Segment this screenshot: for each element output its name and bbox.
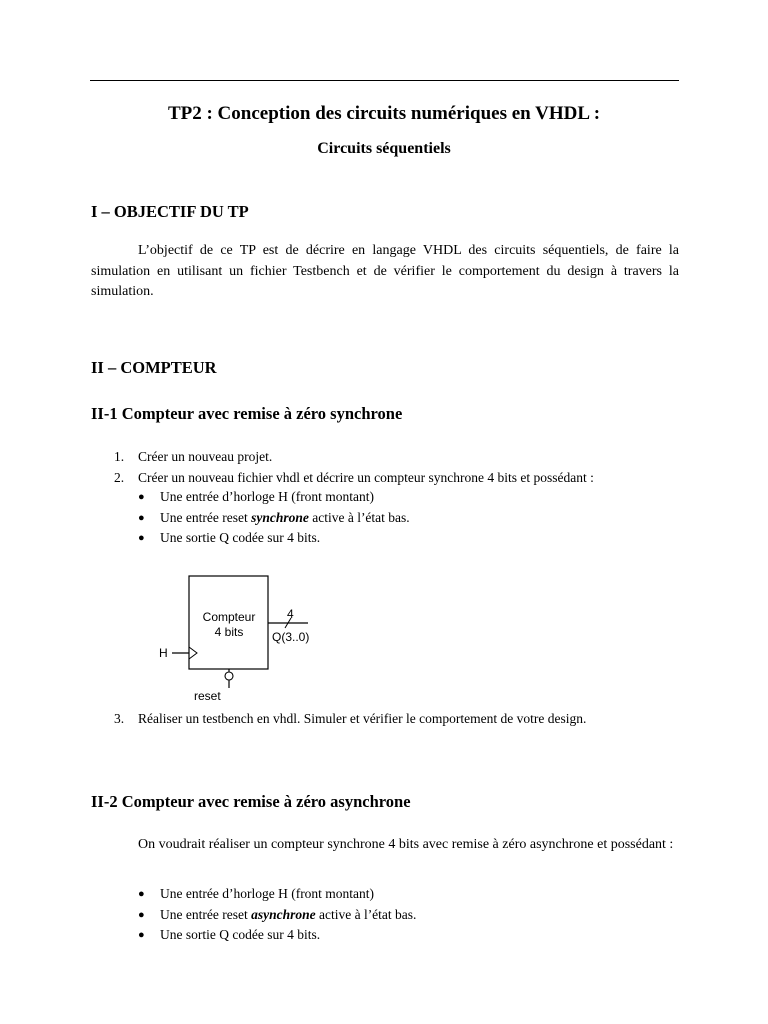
bus-width-label: 4 xyxy=(287,607,294,621)
block-label-line2: 4 bits xyxy=(214,625,244,639)
header-rule xyxy=(90,80,679,81)
steps-list-1-2 xyxy=(114,447,594,488)
block-label-line1: Compteur xyxy=(202,610,256,624)
objectif-text: L’objectif de ce TP est de décrire en langage VHDL des circuits séquentiels, de faire la simulation en utilisant un fichier Testbench et de vérifier le comportement du design à travers la simulation. xyxy=(91,243,679,299)
reset-label: reset xyxy=(194,689,221,703)
page-subtitle: Circuits séquentiels xyxy=(317,140,451,157)
list-item: ● Une entrée d’horloge H (front montant) xyxy=(138,487,410,508)
bullet-icon: ● xyxy=(138,929,145,941)
bullet-icon: ● xyxy=(138,908,145,921)
list-item: ● Une sortie Q codée sur 4 bits. xyxy=(138,528,410,549)
counter-block-diagram xyxy=(150,570,350,705)
list-item: 3. Réaliser un testbench en vhdl. Simuler et vérifier le comportement de votre design. xyxy=(114,711,587,726)
emphasis-synchrone: synchrone xyxy=(251,509,309,525)
async-text: On voudrait réaliser un compteur synchrone 4 bits avec remise à zéro asynchrone et possédant : xyxy=(138,837,674,852)
list-item: ● Une entrée d’horloge H (front montant) xyxy=(138,884,416,905)
objectif-paragraph xyxy=(91,241,679,303)
bullet-icon: ● xyxy=(138,511,145,524)
emphasis-asynchrone: asynchrone xyxy=(251,906,316,922)
steps-list-3 xyxy=(114,709,586,730)
subsection-heading-sync: II-1 Compteur avec remise à zéro synchrone xyxy=(91,404,403,423)
list-item: 2. Créer un nouveau fichier vhdl et décrire un compteur synchrone 4 bits et possédant : xyxy=(114,469,594,485)
list-item: 1. Créer un nouveau projet. xyxy=(114,449,273,464)
bullet-icon: ● xyxy=(138,491,145,503)
page-title: TP2 : Conception des circuits numériques en VHDL : xyxy=(167,103,601,124)
section-heading-compteur: II – COMPTEUR xyxy=(91,358,217,377)
clock-label: H xyxy=(159,646,168,660)
list-item: ● Une entrée reset synchrone active à l’état bas. xyxy=(138,508,410,529)
list-item: ● Une sortie Q codée sur 4 bits. xyxy=(138,925,416,946)
subsection-heading-async: II-2 Compteur avec remise à zéro asynchrone xyxy=(91,792,411,811)
list-item: ● Une entrée reset asynchrone active à l’état bas. xyxy=(138,905,416,926)
output-label: Q(3..0) xyxy=(272,630,310,644)
async-paragraph xyxy=(91,835,679,856)
section-heading-objectif: I – OBJECTIF DU TP xyxy=(91,202,249,221)
bullet-icon: ● xyxy=(138,532,145,544)
active-low-bubble-icon xyxy=(225,672,233,680)
sync-bullet-list xyxy=(138,487,410,549)
bullet-icon: ● xyxy=(138,888,145,900)
async-bullet-list xyxy=(138,884,416,946)
